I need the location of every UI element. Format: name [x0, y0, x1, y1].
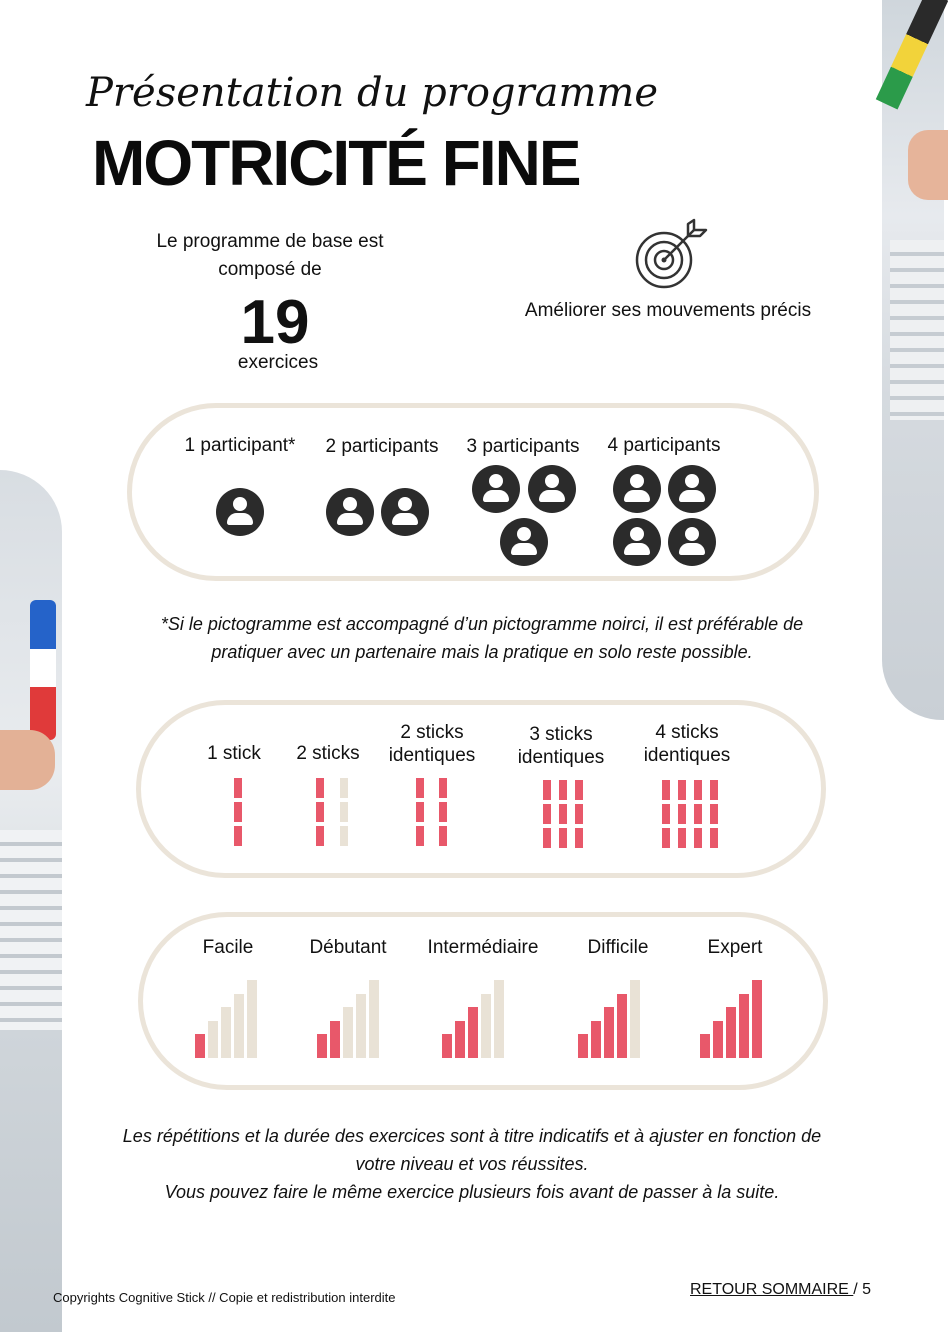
participants-note	[100, 610, 864, 666]
sticks-graphic-3	[416, 778, 447, 848]
level-bar-filled	[330, 1021, 340, 1059]
level-bar-filled	[468, 1007, 478, 1058]
person-icon	[326, 488, 374, 536]
person-icon	[613, 518, 661, 566]
stick-icon	[575, 780, 583, 850]
stick-outline-icon	[340, 778, 348, 848]
level-bar-filled	[442, 1034, 452, 1058]
footer-note-line-3: Vous pouvez faire le même exercice plusieurs fois avant de passer à la suite.	[164, 1182, 780, 1202]
note-line-1: *Si le pictogramme est accompagné d’un pictogramme noirci, il est préférable de	[160, 614, 804, 634]
level-bar-filled	[195, 1034, 205, 1058]
script-title	[58, 48, 659, 138]
program-goal: Améliorer ses mouvements précis	[524, 300, 812, 321]
sticks-label-5-line-1: 4 sticks	[655, 722, 719, 743]
level-bar-filled	[726, 1007, 736, 1058]
participants-label-2: 2 participants	[325, 436, 439, 457]
background-photo-right	[882, 0, 944, 720]
stick-icon	[234, 778, 242, 848]
level-bars-1	[195, 978, 257, 1058]
stick-icon	[662, 780, 670, 850]
sticks-graphic-5	[662, 780, 718, 850]
level-bar-filled	[578, 1034, 588, 1058]
note-line-2: pratiquer avec un partenaire mais la pratique en solo reste possible.	[211, 642, 753, 662]
sticks-label-4-line-2: identiques	[517, 747, 605, 768]
person-icon	[668, 465, 716, 513]
level-bars-5	[700, 978, 762, 1058]
level-bar-empty	[343, 1007, 353, 1058]
level-bar-filled	[591, 1021, 601, 1059]
stick-icon	[316, 778, 324, 848]
level-bar-filled	[700, 1034, 710, 1058]
sticks-label-3-line-1: 2 sticks	[400, 722, 464, 743]
stick-photo	[876, 0, 948, 109]
level-bar-empty	[356, 994, 366, 1059]
person-icon	[613, 465, 661, 513]
sticks-label-5	[636, 721, 738, 767]
sticks-label-2: 2 sticks	[296, 743, 360, 764]
sticks-label-4-line-1: 3 sticks	[529, 724, 593, 745]
level-bar-empty	[369, 980, 379, 1058]
level-bar-filled	[752, 980, 762, 1058]
level-bar-empty	[630, 980, 640, 1058]
intro-line-1: Le programme de base est	[156, 231, 384, 252]
level-label-2: Débutant	[309, 937, 387, 958]
level-bar-empty	[221, 1007, 231, 1058]
level-bar-empty	[481, 994, 491, 1059]
participants-label-1: 1 participant*	[184, 435, 296, 456]
level-bar-filled	[604, 1007, 614, 1058]
svg-text:Présentation du programme: Présentation du programme	[86, 70, 659, 116]
background-photo-left	[0, 470, 62, 1332]
level-label-4: Difficile	[587, 937, 649, 958]
page-number: / 5	[853, 1281, 872, 1298]
sticks-graphic-4	[543, 780, 583, 850]
hand-photo	[0, 730, 55, 790]
stick-photo	[30, 600, 56, 740]
intro-text	[130, 228, 410, 284]
sticks-graphic-1	[234, 778, 242, 848]
copyright-text: Copyrights Cognitive Stick // Copie et redistribution interdite	[53, 1290, 396, 1305]
stick-icon	[416, 778, 424, 848]
footer-note-line-2: votre niveau et vos réussites.	[355, 1154, 589, 1174]
stick-icon	[543, 780, 551, 850]
sticks-graphic-2	[316, 778, 348, 848]
level-bars-4	[578, 978, 640, 1058]
footer-note-line-1: Les répétitions et la durée des exercices sont à titre indicatifs et à ajuster en fonction de	[122, 1126, 822, 1146]
sticks-label-4	[510, 723, 612, 769]
level-bar-filled	[713, 1021, 723, 1059]
page-title: MOTRICITÉ FINE	[92, 127, 580, 199]
level-bar-empty	[494, 980, 504, 1058]
exercise-count: 19	[240, 288, 310, 357]
page-footer-nav	[690, 1281, 871, 1299]
person-icon	[472, 465, 520, 513]
level-bar-filled	[739, 994, 749, 1059]
person-icon	[381, 488, 429, 536]
sticks-label-3	[382, 721, 482, 767]
level-bar-empty	[208, 1021, 218, 1059]
hand-photo	[908, 130, 948, 200]
person-icon	[216, 488, 264, 536]
level-bars-2	[317, 978, 379, 1058]
sticks-label-1: 1 stick	[207, 743, 261, 764]
target-icon	[632, 220, 708, 292]
level-label-1: Facile	[202, 937, 254, 958]
sticks-label-5-line-2: identiques	[643, 745, 731, 766]
stick-icon	[678, 780, 686, 850]
level-bars-3	[442, 978, 504, 1058]
level-bar-empty	[247, 980, 257, 1058]
stick-icon	[559, 780, 567, 850]
level-label-5: Expert	[707, 937, 763, 958]
participants-label-4: 4 participants	[607, 435, 721, 456]
intro-line-2: composé de	[218, 259, 322, 280]
footer-note	[90, 1122, 854, 1206]
stick-icon	[710, 780, 718, 850]
stick-icon	[439, 778, 447, 848]
level-label-3: Intermédiaire	[427, 937, 539, 958]
building-photo	[890, 240, 944, 420]
level-bar-filled	[455, 1021, 465, 1059]
level-bar-filled	[317, 1034, 327, 1058]
person-icon	[668, 518, 716, 566]
level-bar-filled	[617, 994, 627, 1059]
sticks-label-3-line-2: identiques	[388, 745, 476, 766]
building-photo	[0, 830, 62, 1030]
person-icon	[500, 518, 548, 566]
participants-label-3: 3 participants	[466, 436, 580, 457]
back-to-summary-link[interactable]: RETOUR SOMMAIRE	[690, 1281, 854, 1298]
person-icon	[528, 465, 576, 513]
exercise-unit: exercices	[237, 352, 319, 373]
stick-icon	[694, 780, 702, 850]
level-bar-empty	[234, 994, 244, 1059]
